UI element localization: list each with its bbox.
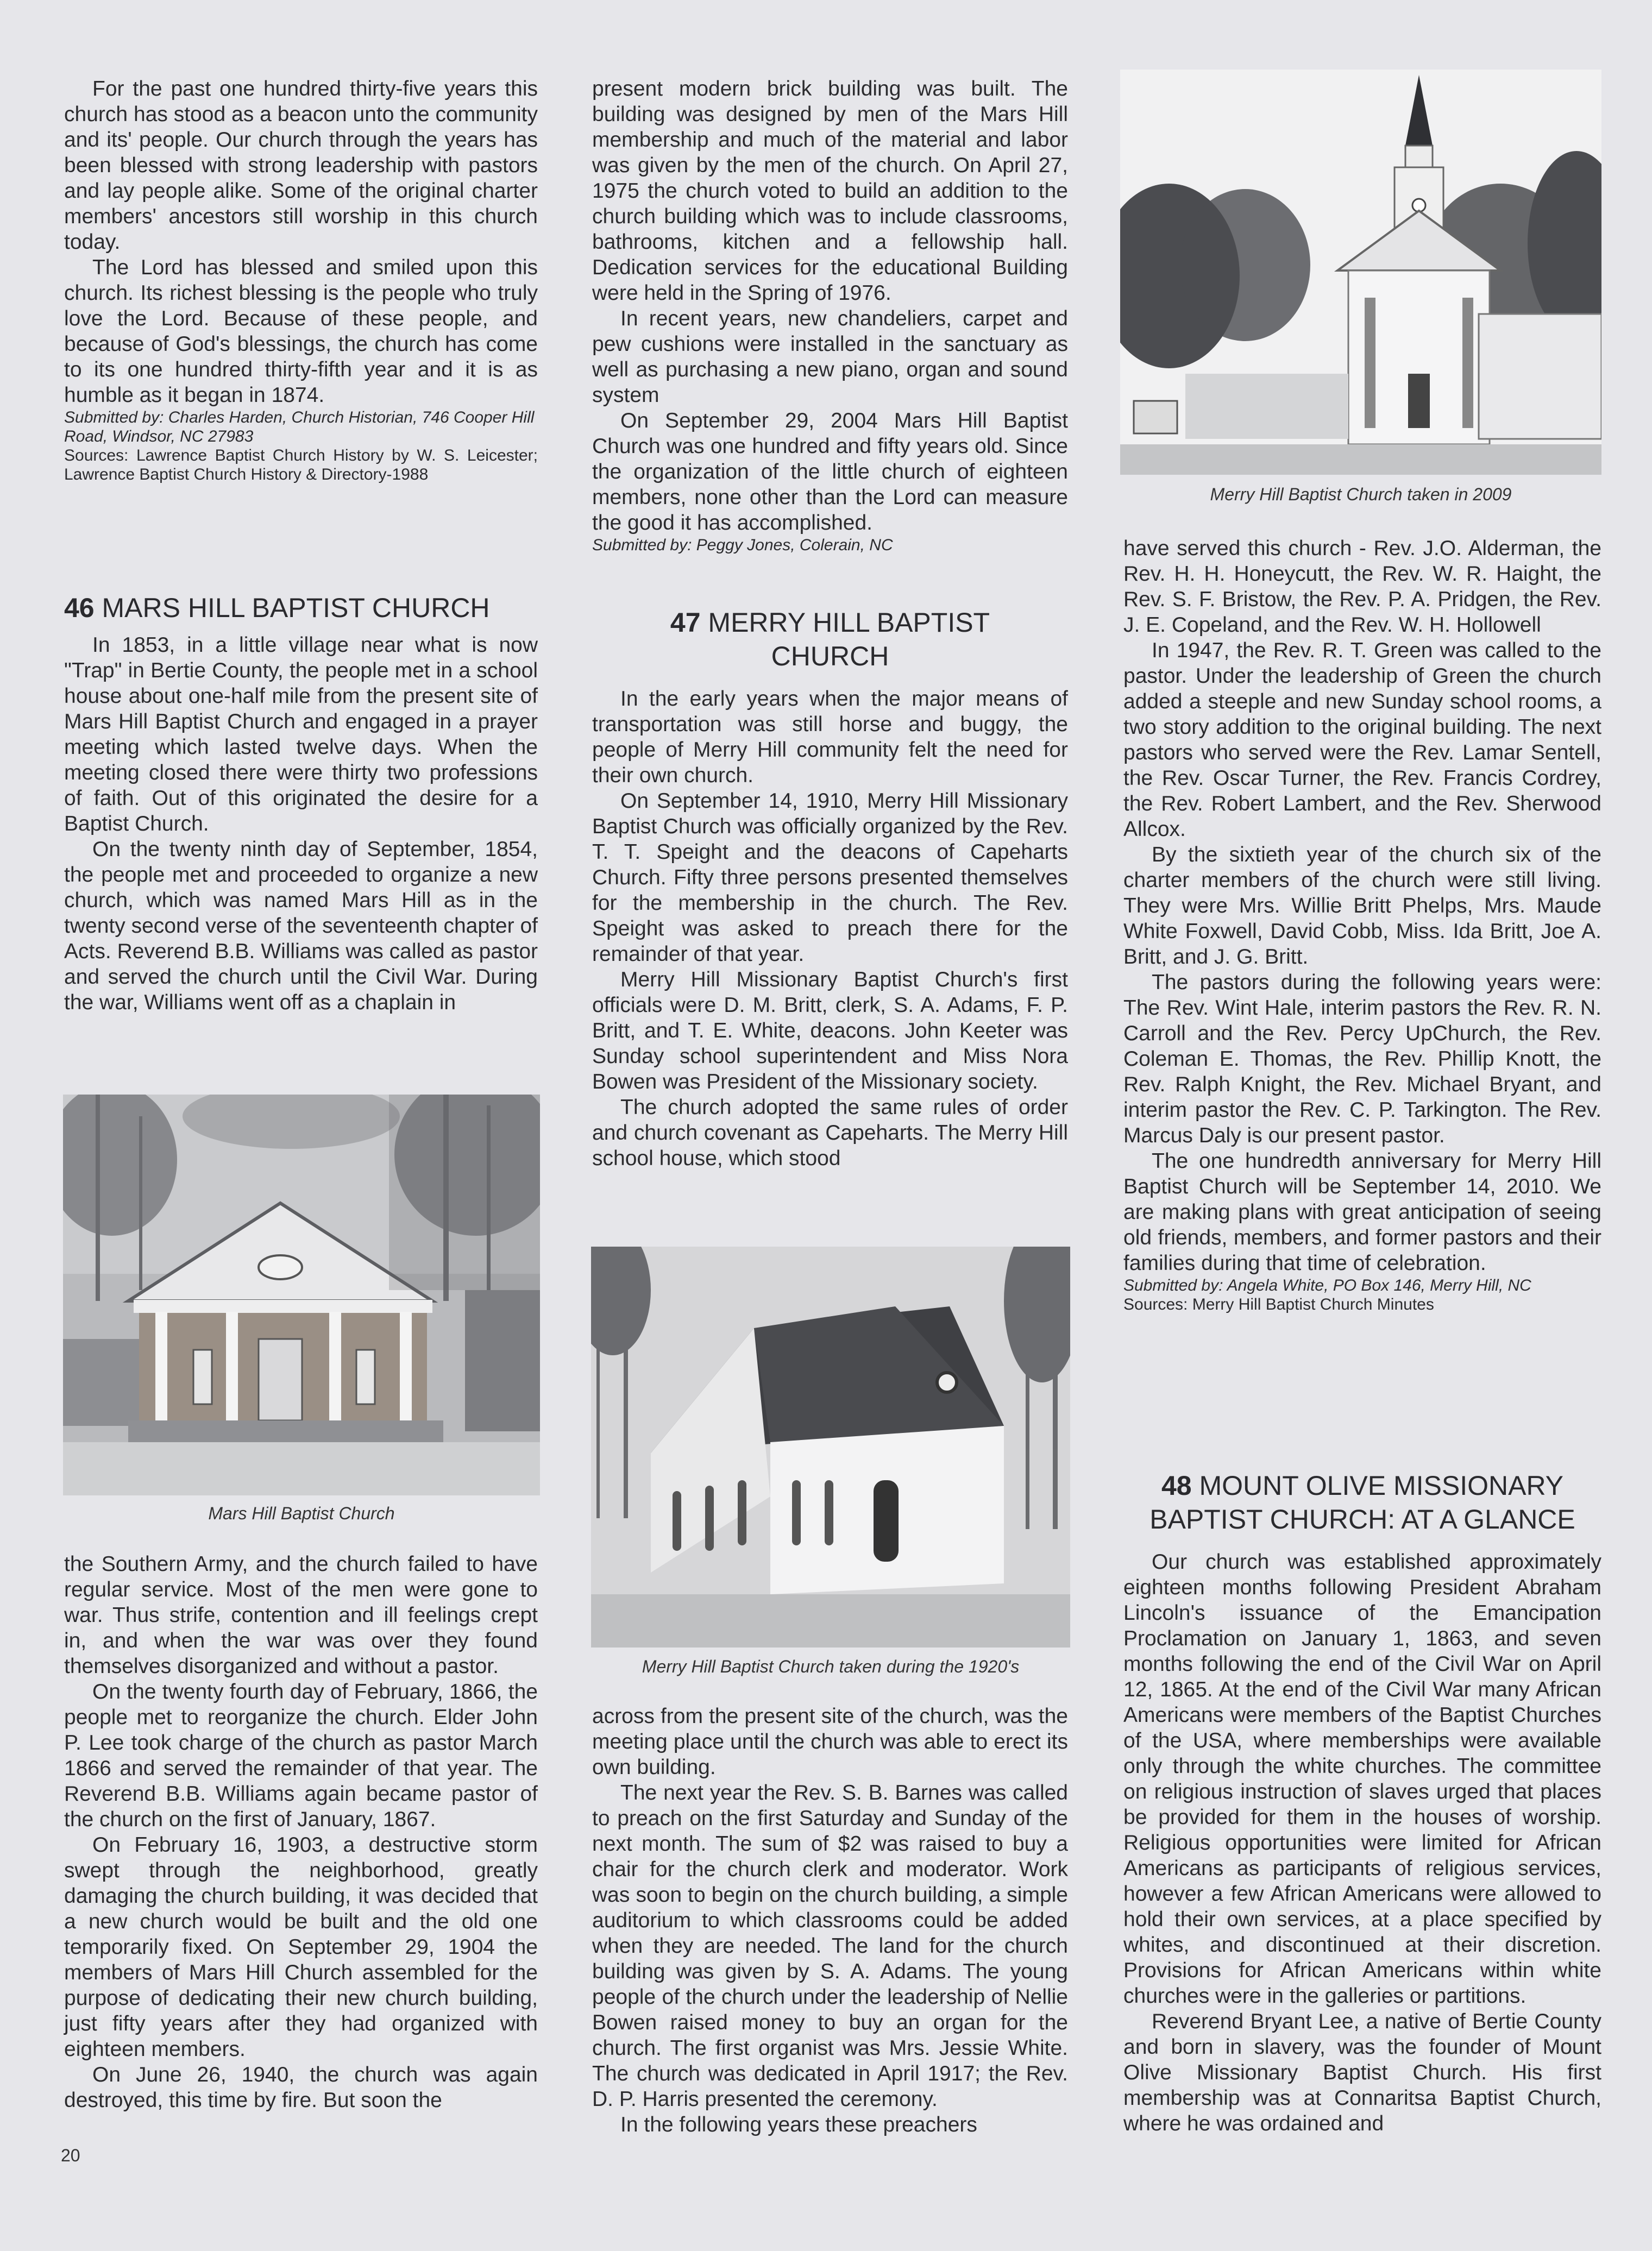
- sources: Sources: Merry Hill Baptist Church Minutes: [1123, 1296, 1434, 1313]
- mars-hill-photo-caption: Mars Hill Baptist Church: [208, 1504, 395, 1523]
- paragraph: For the past one hundred thirty-five years this church has stood as a beacon unto the community and its' people. Our church through the years has been blessed with strong leadership with pastors and lay people alike. Some of the original charter members' ancestors still worship in this church today.: [64, 77, 538, 254]
- paragraph: On September 14, 1910, Merry Hill Missionary Baptist Church was officially organized by the Rev. T. T. Speight and the deacons of Capeharts Church. Fifty three persons presented themselves for the membership in the church. The Rev. Speight was asked to preach there for the remainder of that year.: [592, 789, 1068, 966]
- paragraph: present modern brick building was built. The building was designed by men of the Mars Hill membership and much of the material and labor was given by the men of the church. On April 27, 1975 the church voted to build an addition to the church building which was to include classrooms, bathrooms, kitchen and a fellowship hall. Dedication services for the educational Building were held in the Spring of 1976.: [592, 77, 1068, 305]
- paragraph: On February 16, 1903, a destructive storm swept through the neighborhood, greatly damaging the church building, it was decided that a new church would be built and the old one temporarily fixed. On September 29, 1904 the members of Mars Hill Church assembled for the purpose of dedicating their new church building, just fifty years after they had organized with eighteen members.: [64, 1833, 538, 2061]
- mars-hill-church-photo: [63, 1095, 540, 1495]
- section-title-line2: BAPTIST CHURCH: AT A GLANCE: [1150, 1504, 1575, 1535]
- merry-hill-2009-caption: Merry Hill Baptist Church taken in 2009: [1210, 485, 1512, 504]
- section-title-line2: CHURCH: [771, 641, 889, 671]
- section-number: 48: [1161, 1470, 1192, 1501]
- section-heading-mars-hill: [64, 591, 538, 625]
- paragraph: The Lord has blessed and smiled upon this church. Its richest blessing is the people who truly love the Lord. Because of these people, and because of God's blessings, the church has come to its one hundred thirty-fifth year and it is as humble as it began in 1874.: [64, 256, 538, 407]
- section-number: 47: [670, 607, 701, 638]
- paragraph: On the twenty fourth day of February, 1866, the people met to reorganize the church. Elder John P. Lee took charge of the church as pastor March 1866 and served the remainder of that year. The Reverend B.B. Williams again became pastor of the church on the first of January, 1867.: [64, 1680, 538, 1831]
- paragraph: Merry Hill Missionary Baptist Church's first officials were D. M. Britt, clerk, S. A. Adams, F. P. Britt, and T. E. White, deacons. John Keeter was Sunday school superintendent and Miss Nora Bowen was President of the Missionary society.: [592, 968, 1068, 1093]
- page-number: 20: [61, 2146, 80, 2165]
- paragraph: In recent years, new chandeliers, carpet and pew cushions were installed in the sanctuary as well as purchasing a new piano, organ and sound system: [592, 307, 1068, 407]
- section-title: MERRY HILL BAPTIST: [708, 607, 990, 638]
- sources: Sources: Lawrence Baptist Church History by W. S. Leicester; Lawrence Baptist Church History & Directory-1988: [64, 447, 538, 483]
- mars-hill-section: [64, 591, 538, 1015]
- paragraph: Reverend Bryant Lee, a native of Bertie County and born in slavery, was the founder of Mount Olive Missionary Baptist Church. His first membership was at Connaritsa Baptist Church, where he was ordained and: [1123, 2010, 1601, 2135]
- paragraph: By the sixtieth year of the church six of the charter members of the church were still living. They were Mrs. Willie Britt Phelps, Mrs. Maude White Foxwell, David Cobb, Miss. Ida Britt, Joe A. Britt, and J. G. Britt.: [1123, 843, 1601, 969]
- mars-hill-continued: [64, 1551, 538, 2113]
- section-heading-mount-olive: [1123, 1469, 1601, 1536]
- mount-olive-section: [1123, 1469, 1601, 2136]
- merry-hill-continued: [592, 1703, 1068, 2137]
- section-heading-merry-hill: [592, 606, 1068, 673]
- paragraph: The church adopted the same rules of order and church covenant as Capeharts. The Merry Hill school house, which stood: [592, 1096, 1068, 1170]
- paragraph: across from the present site of the church, was the meeting place until the church was able to erect its own building.: [592, 1705, 1068, 1779]
- paragraph: have served this church - Rev. J.O. Alderman, the Rev. H. H. Honeycutt, the Rev. W. R. Haight, the Rev. S. F. Bristow, the Rev. P. A. Pridgen, the Rev. J. E. Copeland, and the Rev. W. H. Hollowell: [1123, 537, 1601, 637]
- merry-hill-1920s-photo: [591, 1247, 1070, 1648]
- paragraph: The one hundredth anniversary for Merry Hill Baptist Church will be September 14, 2010. We are making plans with great anticipation of seeing old friends, members, and former pastors and their families during that time of celebration.: [1123, 1149, 1601, 1275]
- paragraph: On the twenty ninth day of September, 1854, the people met and proceeded to organize a new church, which was named Mars Hill as in the twenty second verse of the seventeenth chapter of Acts. Reverend B.B. Williams was called as pastor and served the church until the Civil War. During the war, Williams went off as a chaplain in: [64, 838, 538, 1014]
- submitted-by: Submitted by: Peggy Jones, Colerain, NC: [592, 536, 893, 554]
- paragraph: Our church was established approximately eighteen months following President Abraham Lincoln's issuance of the Emancipation Proclamation on January 1, 1863, and seven months following the end of the Civil War on April 12, 1865. At the end of the Civil War many African Americans were members of the Baptist Churches of the USA, where memberships were available only through the white churches. The committee on religious instruction of slaves urged that places be provided for them in the houses of worship. Religious opportunities were limited for African Americans as participants of religious services, however a few African Americans were allowed to hold their own services, at a place specified by whites, and discontinued at their discretion. Provisions for African Americans within white churches were in the galleries or partitions.: [1123, 1550, 1601, 2008]
- paragraph: On September 29, 2004 Mars Hill Baptist Church was one hundred and fifty years old. Since the organization of the little church of eighteen members, none other than the Lord can measure the good it has accomplished.: [592, 409, 1068, 535]
- merry-hill-2009-photo: [1120, 70, 1601, 475]
- paragraph: the Southern Army, and the church failed to have regular service. Most of the men were gone to war. Thus strife, contention and ill feelings crept in, and when the war was over they found themselves disorganized and without a pastor.: [64, 1552, 538, 1678]
- submitted-by: Submitted by: Charles Harden, Church Historian, 746 Cooper Hill Road, Windsor, NC 27983: [64, 408, 535, 445]
- paragraph: In the early years when the major means of transportation was still horse and buggy, the people of Merry Hill community felt the need for their own church.: [592, 687, 1068, 787]
- paragraph: The pastors during the following years were: The Rev. Wint Hale, interim pastors the Rev. R. N. Carroll and the Rev. Percy UpChurch, the Rev. Coleman E. Thomas, the Rev. Phillip Knott, the Rev. Ralph Knight, the Rev. Michael Bryant, and interim pastor the Rev. C. P. Tarkington. The Rev. Marcus Daly is our present pastor.: [1123, 971, 1601, 1147]
- merry-hill-section: [592, 606, 1068, 1171]
- section-title: MOUNT OLIVE MISSIONARY: [1199, 1470, 1564, 1501]
- paragraph: On June 26, 1940, the church was again destroyed, this time by fire. But soon the: [64, 2063, 538, 2112]
- paragraph: In 1853, in a little village near what is now "Trap" in Bertie County, the people met in a school house about one-half mile from the present site of Mars Hill Baptist Church and engaged in a prayer meeting which lasted twelve days. When the meeting closed there were thirty two professions of faith. Out of this originated the desire for a Baptist Church.: [64, 633, 538, 835]
- section-title: MARS HILL BAPTIST CHURCH: [102, 593, 490, 623]
- merry-hill-1920s-caption: Merry Hill Baptist Church taken during the 1920's: [642, 1657, 1020, 1676]
- submitted-by: Submitted by: Angela White, PO Box 146, Merry Hill, NC: [1123, 1277, 1531, 1294]
- paragraph: In the following years these preachers: [620, 2113, 977, 2136]
- merry-hill-end: [1123, 536, 1601, 1314]
- paragraph: The next year the Rev. S. B. Barnes was called to preach on the first Saturday and Sunday of the next month. The sum of $2 was raised to buy a chair for the church clerk and moderator. Work was soon to begin on the church building, a simple auditorium to which classrooms could be added when they are needed. The land for the church building was given by S. A. Adams. The young people of the church under the leadership of Nellie Bowen raised money to buy an organ for the church. The first organist was Mrs. Jessie White. The church was dedicated in April 1917; the Rev. D. P. Harris presented the ceremony.: [592, 1781, 1068, 2111]
- col1-top-text: [64, 76, 538, 484]
- section-number: 46: [64, 593, 95, 623]
- mars-hill-end: [592, 76, 1068, 555]
- paragraph: In 1947, the Rev. R. T. Green was called to the pastor. Under the leadership of Green the church added a steeple and new Sunday school rooms, a two story addition to the original building. The next pastors who served were the Rev. Lamar Sentell, the Rev. Oscar Turner, the Rev. Francis Cordrey, the Rev. Robert Lambert, and the Rev. Sherwood Allcox.: [1123, 639, 1601, 841]
